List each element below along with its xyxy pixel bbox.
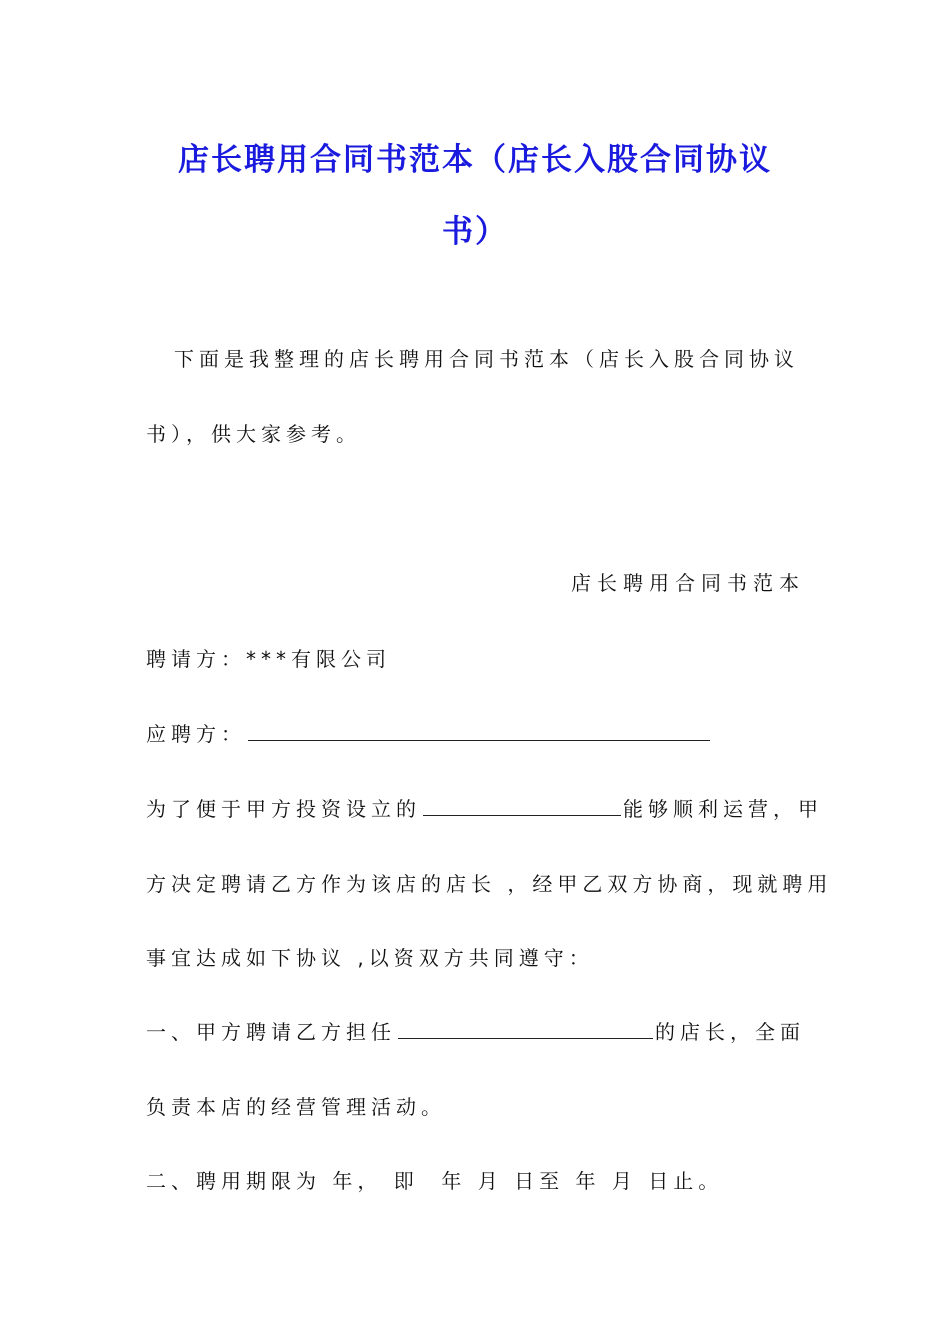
intro-line-2: 书），供大家参考。	[146, 422, 361, 446]
contract-subtitle: 店长聘用合同书范本	[571, 571, 805, 595]
clause-1-text-b: 的店长，全面	[655, 1020, 805, 1044]
employer-line: 聘请方：***有限公司	[146, 647, 391, 671]
clause-1-line-1	[146, 1018, 805, 1046]
clause-1-line-2: 负责本店的经营管理活动。	[146, 1095, 446, 1119]
position-blank	[398, 1018, 653, 1039]
employee-label: 应聘方：	[146, 722, 246, 746]
employee-blank	[248, 720, 710, 741]
paragraph-1-text-b: 能够顺利运营，甲	[623, 797, 823, 821]
paragraph-1-line-1	[146, 795, 823, 823]
intro-line-1: 下面是我整理的店长聘用合同书范本（店长入股合同协议	[174, 347, 799, 371]
paragraph-1-line-2: 方决定聘请乙方作为该店的店长 ，经甲乙双方协商，现就聘用	[146, 872, 833, 896]
document-title-line-1: 店长聘用合同书范本（店长入股合同协议	[178, 142, 772, 178]
store-name-blank	[423, 795, 621, 816]
employee-line	[146, 720, 712, 748]
document-title-line-2: 书）	[442, 214, 508, 250]
paragraph-1-line-3: 事宜达成如下协议 ,以资双方共同遵守：	[146, 946, 594, 970]
clause-2-line-1: 二、聘用期限为 年， 即 年 月 日至 年 月 日止。	[146, 1169, 724, 1193]
clause-1-text-a: 一、甲方聘请乙方担任	[146, 1020, 396, 1044]
paragraph-1-text-a: 为了便于甲方投资设立的	[146, 797, 421, 821]
